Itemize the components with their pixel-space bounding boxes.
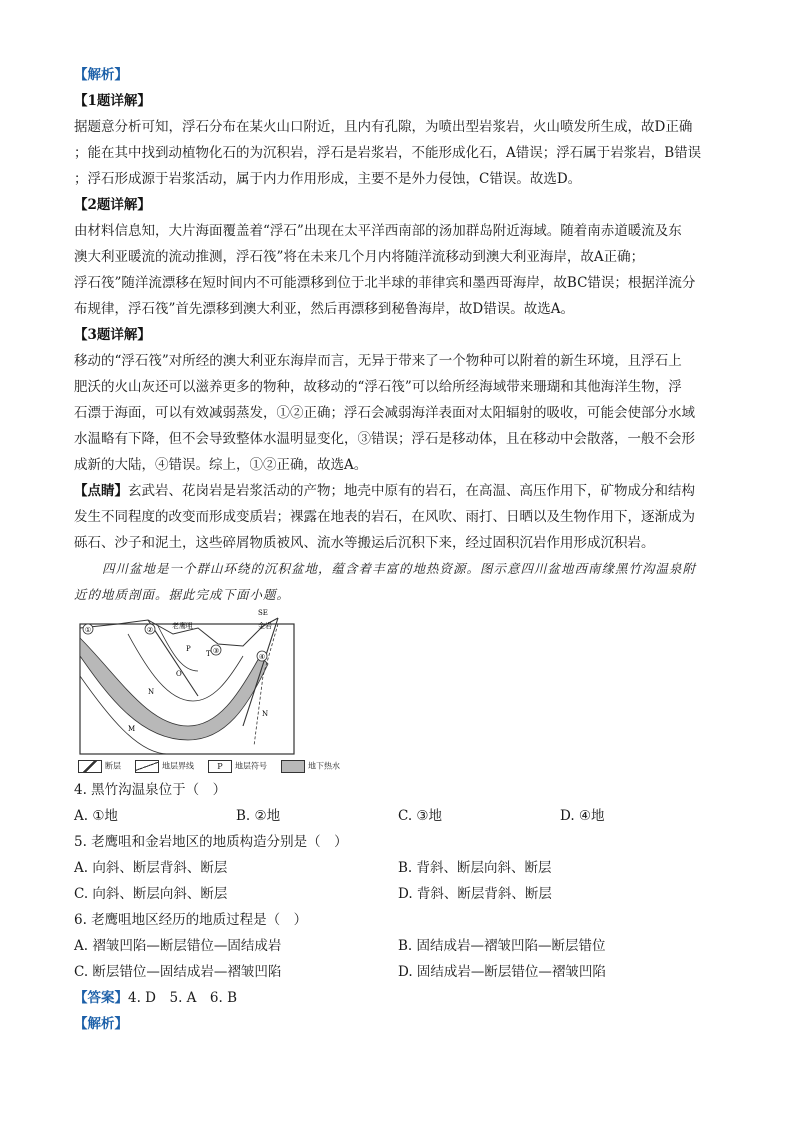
q3-line: 水温略有下降，但不会导致整体水温明显变化，③错误；浮石是移动体，且在移动中会散落，一般不会形 (74, 431, 695, 447)
intro-line: 四川盆地是一个群山环绕的沉积盆地，蕴含着丰富的地热资源。图示意四川盆地西南缘黑竹沟温泉附 (102, 561, 697, 576)
q5-option: B. 背斜、断层向斜、断层 (398, 860, 552, 876)
q3-line: 石漂于海面，可以有效减弱蒸发，①②正确；浮石会减弱海洋表面对太阳辐射的吸收，可能会使部分水域 (74, 405, 695, 421)
legend-boundary: 地层界线 (135, 760, 194, 773)
q4-option: B. ②地 (236, 808, 281, 824)
stratum-label: N (262, 710, 269, 718)
q6-options (74, 959, 722, 985)
legend-symbol: P 地层符号 (208, 760, 267, 773)
q5-option: A. 向斜、断层背斜、断层 (74, 860, 228, 876)
q4-option: D. ④地 (560, 808, 605, 824)
q2-line: 由材料信息知，大片海面覆盖着“浮石”出现在太平洋西南部的汤加群岛附近海域。随着南赤道暖流及东 (74, 223, 682, 239)
tip-line (74, 478, 722, 504)
q4-option: C. ③地 (398, 808, 443, 824)
stratum-label: P (186, 645, 191, 653)
answer-label: 【答案】 (74, 990, 128, 1006)
q4-options (74, 803, 722, 829)
q6-option: B. 固结成岩—褶皱凹陷—断层错位 (398, 938, 606, 954)
q1-heading: 【1题详解】 (74, 93, 151, 109)
q2-line: 浮石筏”随洋流漂移在短时间内不可能漂移到位于北半球的菲律宾和墨西哥海岸，故BC错误；根据洋流分 (74, 275, 696, 291)
q3-line: 成新的大陆，④错误。综上，①②正确，故选A。 (74, 457, 368, 473)
tip-line: 发生不同程度的改变而形成变质岩；裸露在地表的岩石，在风吹、雨打、日晒以及生物作用下，逐渐成为 (74, 509, 695, 525)
q2-heading: 【2题详解】 (74, 197, 151, 213)
q6-option: D. 固结成岩—断层错位—褶皱凹陷 (398, 964, 606, 980)
figure-legend (78, 760, 722, 773)
intro-line: 近的地质剖面。据此完成下面小题。 (74, 587, 291, 602)
q3-line: 移动的“浮石筏”对所经的澳大利亚东海岸而言，无异于带来了一个物种可以附着的新生环境，且浮石上 (74, 353, 682, 369)
stratum-label: M (128, 725, 136, 733)
site-label-3: ③ (212, 647, 220, 655)
q4-stem: 4. 黑竹沟温泉位于（ ） (74, 782, 227, 798)
answer-line (74, 985, 722, 1011)
legend-fault: 断层 (78, 760, 121, 773)
tip-heading: 【点睛】 (74, 483, 128, 499)
q1-line: ；能在其中找到动植物化石的为沉积岩，浮石是岩浆岩，不能形成化石，A错误；浮石属于岩浆岩，B错误 (74, 145, 702, 161)
q5-options (74, 855, 722, 881)
q6-option: C. 断层错位—固结成岩—褶皱凹陷 (74, 964, 282, 980)
geologic-section-svg (78, 609, 298, 756)
q5-options (74, 881, 722, 907)
q6-stem: 6. 老鹰咀地区经历的地质过程是（ ） (74, 912, 308, 928)
site-label-1: ① (84, 626, 92, 634)
geologic-section-figure (78, 609, 298, 756)
q2-line: 布规律，浮石筏”首先漂移到澳大利亚，然后再漂移到秘鲁海岸，故D错误。故选A。 (74, 301, 574, 317)
analysis-heading-2: 【解析】 (74, 1016, 128, 1032)
document-page (74, 62, 722, 1037)
stratum-label: T (206, 650, 211, 658)
q3-line: 肥沃的火山灰还可以滋养更多的物种，故移动的“浮石筏”可以给所经海域带来珊瑚和其他海洋生物，浮 (74, 379, 682, 395)
q5-option: D. 背斜、断层背斜、断层 (398, 886, 552, 902)
tip-text: 玄武岩、花岗岩是岩浆活动的产物；地壳中原有的岩石，在高温、高压作用下，矿物成分和结构 (128, 483, 695, 499)
place-laoyingzui: 老鹰咀 (172, 622, 193, 630)
answer-text: 4. D 5. A 6. B (128, 990, 238, 1006)
place-jinyan: 金岩 (258, 622, 272, 630)
q2-line: 澳大利亚暖流的流动推测，浮石筏”将在未来几个月内将随洋流移动到澳大利亚海岸，故A正确； (74, 249, 645, 265)
q1-line: 据题意分析可知，浮石分布在某火山口附近，且内有孔隙，为喷出型岩浆岩，火山喷发所生成，故D正确 (74, 119, 693, 135)
site-label-2: ② (146, 626, 154, 634)
q5-option: C. 向斜、断层向斜、断层 (74, 886, 228, 902)
legend-hot-water: 地下热水 (281, 760, 340, 773)
q6-option: A. 褶皱凹陷—断层错位—固结成岩 (74, 938, 282, 954)
site-label-4: ④ (258, 653, 266, 661)
q4-option: A. ①地 (74, 808, 118, 824)
q6-options (74, 933, 722, 959)
q1-line: ；浮石形成源于岩浆活动，属于内力作用形成，主要不是外力侵蚀，C错误。故选D。 (74, 171, 582, 187)
q3-heading: 【3题详解】 (74, 327, 151, 343)
direction-se: SE (258, 609, 268, 617)
stratum-label: N (148, 688, 155, 696)
q5-stem: 5. 老鹰咀和金岩地区的地质构造分别是（ ） (74, 834, 348, 850)
tip-line: 砾石、沙子和泥土，这些碎屑物质被风、流水等搬运后沉积下来，经过固积沉岩作用形成沉积岩。 (74, 535, 655, 551)
analysis-heading: 【解析】 (74, 67, 128, 83)
stratum-label: O (176, 670, 182, 678)
